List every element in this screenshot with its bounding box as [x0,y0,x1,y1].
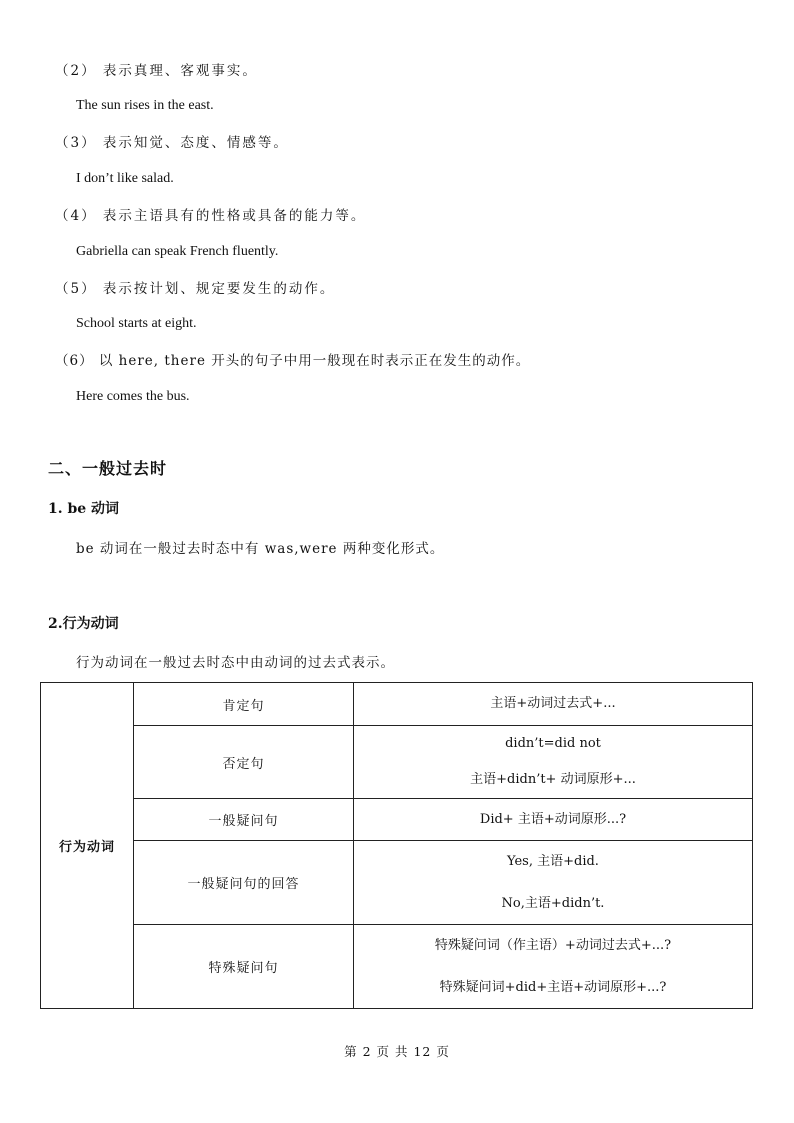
row-type: 否定句 [134,726,354,799]
be-verb-heading: 1. be 动词 [48,501,120,517]
row-pattern [354,683,753,726]
action-verb-text: 行为动词在一般过去时态中由动词的过去式表示。 [76,655,395,671]
past-tense-table [40,682,753,1009]
pattern-line: didn’t=did not [505,736,601,751]
usage-4-label: （4） 表示主语具有的性格或具备的能力等。 [55,208,367,224]
row-type: 特殊疑问句 [134,925,354,1009]
table-row [41,799,753,841]
action-verb-heading: 2.行为动词 [48,616,119,632]
pattern-line: 主语+didn’t+ 动词原形+... [470,772,636,787]
row-pattern [354,925,753,1009]
table-row [41,726,753,799]
row-pattern [354,841,753,925]
usage-4-example: Gabriella can speak French fluently. [76,244,279,259]
pattern-line: Did+ 主语+动词原形...? [479,811,627,827]
section-title: 二、一般过去时 [48,459,168,478]
table-row [41,925,753,1009]
usage-5-example: School starts at eight. [76,316,197,331]
usage-6-example: Here comes the bus. [76,389,190,404]
usage-6-label: （6） 以 here, there 开头的句子中用一般现在时表示正在发生的动作。 [55,353,531,369]
row-type: 肯定句 [134,683,354,726]
usage-5-label: （5） 表示按计划、规定要发生的动作。 [55,281,336,297]
row-pattern [354,726,753,799]
table-row [41,841,753,925]
row-type: 一般疑问句的回答 [134,841,354,925]
be-verb-text: be 动词在一般过去时态中有 was,were 两种变化形式。 [76,541,445,557]
pattern-line: No,主语+didn’t. [501,895,605,911]
row-pattern [354,799,753,841]
row-type: 一般疑问句 [134,799,354,841]
usage-2-example: The sun rises in the east. [76,98,214,113]
page-footer: 第 2 页 共 12 页 [344,1044,450,1059]
table-side-label: 行为动词 [41,683,134,1009]
pattern-line: 特殊疑问词（作主语）+动词过去式+...? [434,937,672,953]
usage-3-label: （3） 表示知觉、态度、情感等。 [55,135,289,151]
pattern-line: Yes, 主语+did. [507,853,599,869]
pattern-line: 特殊疑问词+did+主语+动词原形+...? [439,979,667,995]
usage-3-example: I don’t like salad. [76,171,174,186]
table-row [41,683,753,726]
pattern-line: 主语+动词过去式+... [490,696,616,711]
usage-2-label: （2） 表示真理、客观事实。 [55,63,258,79]
